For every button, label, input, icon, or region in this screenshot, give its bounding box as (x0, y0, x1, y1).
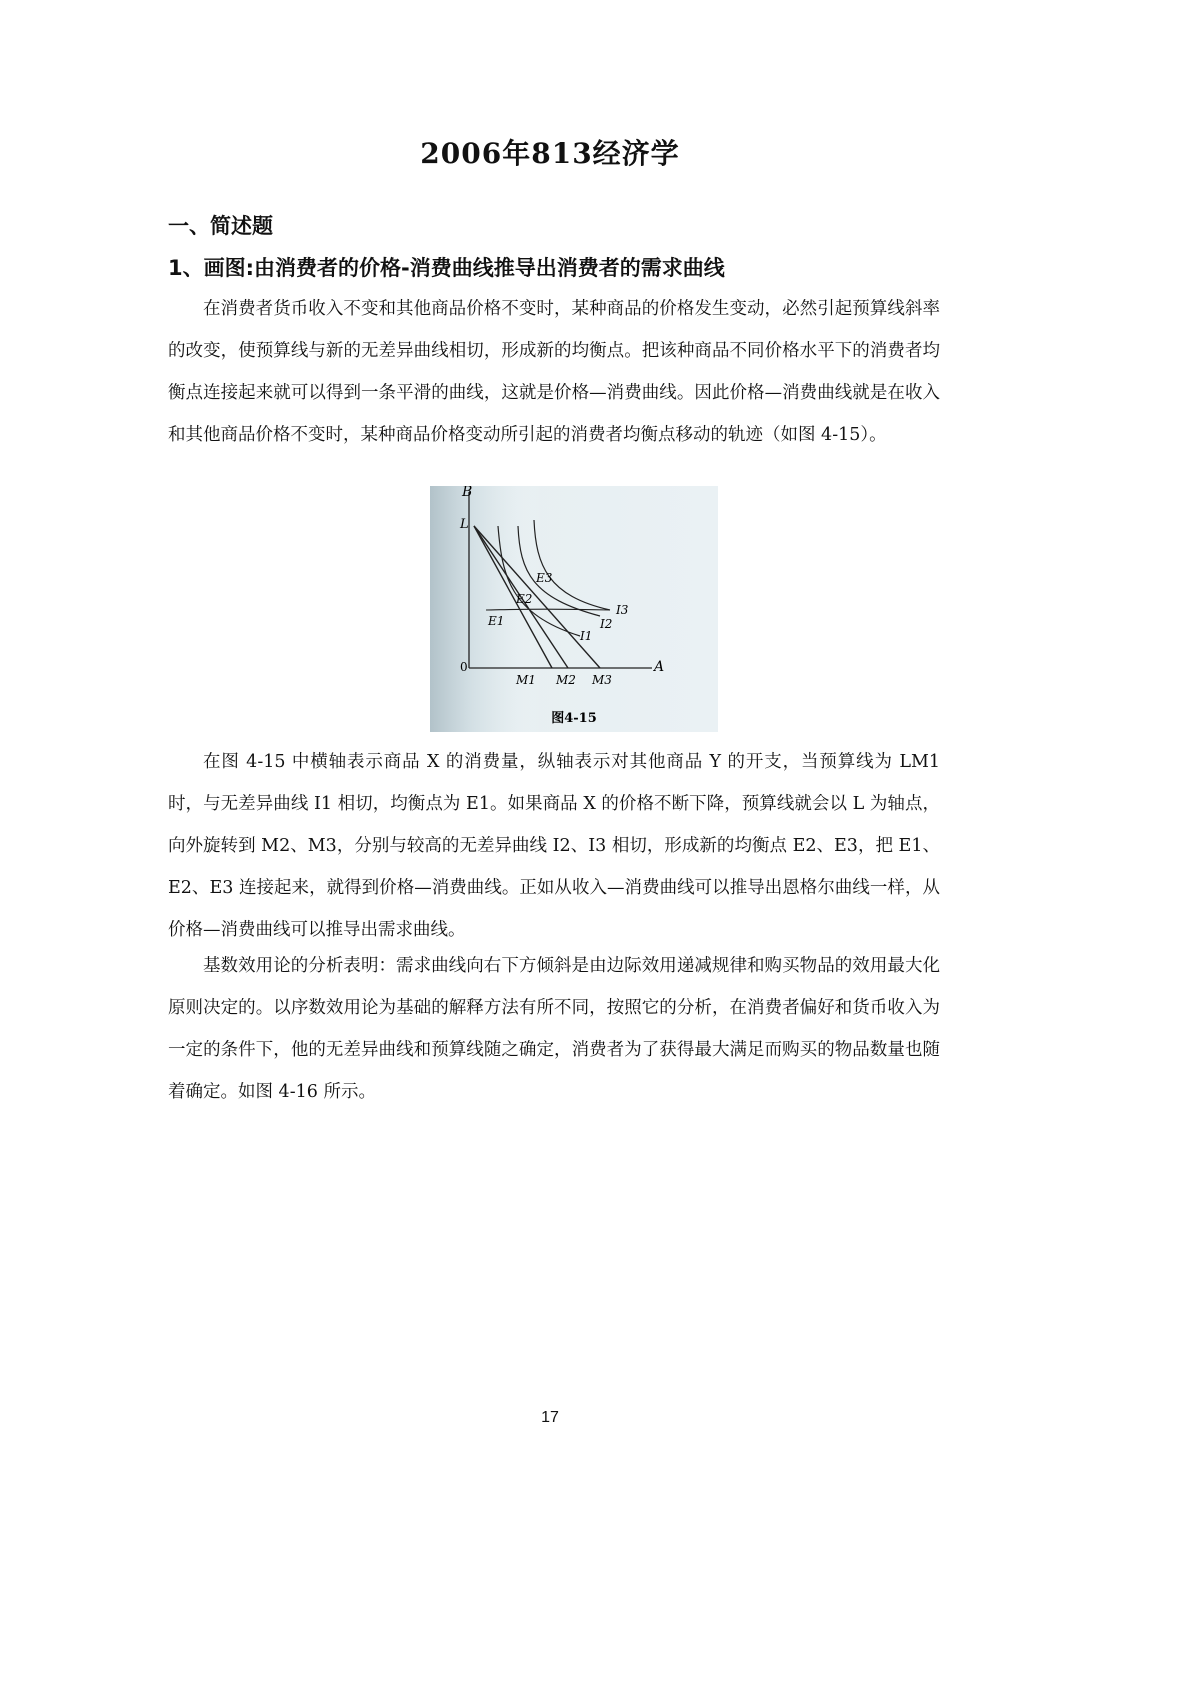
figure-4-15 (430, 486, 718, 732)
label-i2: I2 (600, 617, 613, 631)
page-number: 17 (541, 1409, 559, 1426)
figure-caption: 图4-15 (551, 711, 597, 726)
section-heading: 一、简述题 (168, 214, 273, 238)
label-m1: M1 (516, 673, 536, 687)
label-e1: E1 (488, 614, 505, 628)
origin-label: 0 (460, 660, 468, 674)
question-heading: 1、画图:由消费者的价格-消费曲线推导出消费者的需求曲线 (168, 256, 725, 280)
paragraph-1: 在消费者货币收入不变和其他商品价格不变时，某种商品的价格发生变动，必然引起预算线斜率的改变，使预算线与新的无差异曲线相切，形成新的均衡点。把该种商品不同价格水平下的消费者均衡点连接起来就可以得到一条平滑的曲线，这就是价格—消费曲线。因此价格—消费曲线就是在收入和其他商品价格不变时，某种商品价格变动所引起的消费者均衡点移动的轨迹（如图 4-15）。 (168, 299, 940, 445)
axis-label-b: B (462, 486, 473, 500)
label-m3: M3 (592, 673, 612, 687)
page-title: 2006年813经济学 (420, 137, 680, 170)
label-m2: M2 (556, 673, 576, 687)
label-e2: E2 (516, 592, 533, 606)
price-consumption-diagram (430, 486, 718, 732)
axis-label-a: A (654, 659, 665, 675)
label-i3: I3 (616, 603, 629, 617)
label-e3: E3 (536, 571, 553, 585)
pivot-label-l: L (460, 517, 469, 532)
label-i1: I1 (580, 629, 593, 643)
paragraph-2: 在图 4-15 中横轴表示商品 X 的消费量，纵轴表示对其他商品 Y 的开支，当预算线为 LM1 时，与无差异曲线 I1 相切，均衡点为 E1。如果商品 X 的价格不断下降，预算线就会以 L 为轴点，向外旋转到 M2、M3，分别与较高的无差异曲线 I2、I3 相切，形成新的均衡点 E2、E3，把 E1、E2、E3 连接起来，就得到价格—消费曲线。正如从收入—消费曲线可以推导出恩格尔曲线一样，从价格—消费曲线可以推导出需求曲线。 (168, 752, 940, 940)
paragraph-3: 基数效用论的分析表明：需求曲线向右下方倾斜是由边际效用递减规律和购买物品的效用最大化原则决定的。以序数效用论为基础的解释方法有所不同，按照它的分析，在消费者偏好和货币收入为一定的条件下，他的无差异曲线和预算线随之确定，消费者为了获得最大满足而购买的物品数量也随着确定。如图 4-16 所示。 (168, 956, 940, 1102)
